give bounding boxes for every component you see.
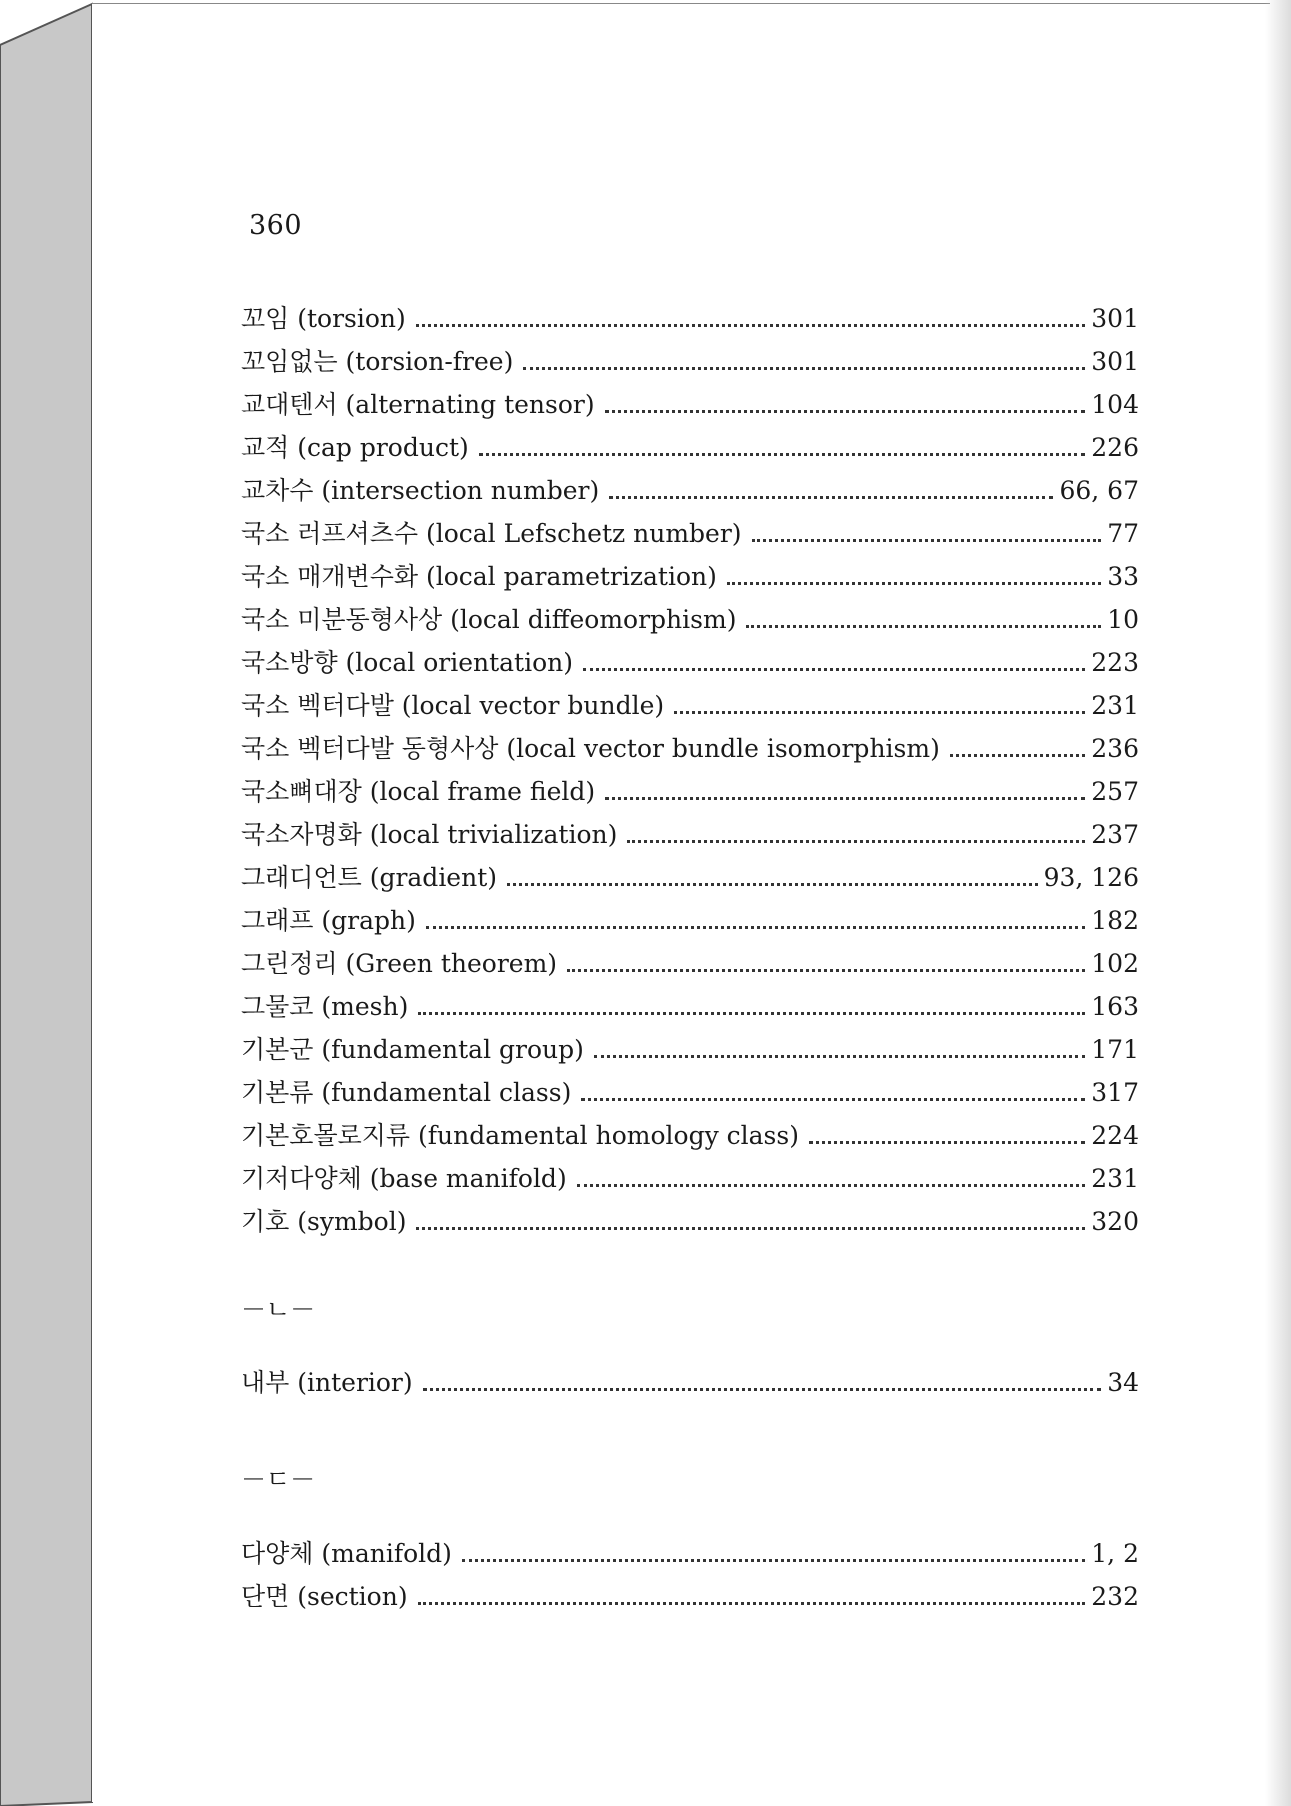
index-term: 국소 매개변수화 (local parametrization) xyxy=(241,562,717,591)
dot-leader xyxy=(674,683,1085,714)
index-list-g xyxy=(241,296,1139,1242)
index-pages: 33 xyxy=(1107,562,1139,591)
index-term: 꼬임없는 (torsion-free) xyxy=(241,347,514,376)
index-pages: 77 xyxy=(1107,519,1139,548)
index-pages: 231 xyxy=(1091,1164,1139,1193)
index-entry xyxy=(241,812,1139,855)
index-entry xyxy=(241,425,1139,468)
index-pages: 66, 67 xyxy=(1059,476,1139,505)
index-pages: 237 xyxy=(1091,820,1139,849)
index-entry xyxy=(241,296,1139,339)
index-entry xyxy=(241,1199,1139,1242)
index-pages: 102 xyxy=(1091,949,1139,978)
index-term: 교적 (cap product) xyxy=(241,433,469,462)
index-pages: 257 xyxy=(1091,777,1139,806)
index-term: 국소방향 (local orientation) xyxy=(241,648,573,677)
dot-leader xyxy=(462,1531,1085,1562)
index-list-n xyxy=(241,1360,1139,1403)
index-entry xyxy=(241,1113,1139,1156)
dot-leader xyxy=(416,1199,1085,1230)
index-entry xyxy=(241,339,1139,382)
index-pages: 236 xyxy=(1091,734,1139,763)
index-pages: 10 xyxy=(1107,605,1139,634)
index-entry xyxy=(241,984,1139,1027)
index-entry xyxy=(241,1070,1139,1113)
index-pages: 93, 126 xyxy=(1043,863,1139,892)
index-term: 그물코 (mesh) xyxy=(241,992,409,1021)
index-entry xyxy=(241,511,1139,554)
dot-leader xyxy=(577,1156,1086,1187)
index-term: 기저다양체 (base manifold) xyxy=(241,1164,567,1193)
index-pages: 232 xyxy=(1091,1582,1139,1611)
index-term: 기본군 (fundamental group) xyxy=(241,1035,584,1064)
index-term: 기본류 (fundamental class) xyxy=(241,1078,572,1107)
index-entry xyxy=(241,1574,1139,1617)
index-entry xyxy=(241,640,1139,683)
index-term: 다양체 (manifold) xyxy=(241,1539,452,1568)
dot-leader xyxy=(523,339,1085,370)
index-term: 내부 (interior) xyxy=(241,1368,413,1397)
dot-leader xyxy=(507,855,1038,886)
dot-leader xyxy=(479,425,1086,456)
index-term: 그래프 (graph) xyxy=(241,906,416,935)
index-entry xyxy=(241,554,1139,597)
dot-leader xyxy=(727,554,1101,585)
index-entry xyxy=(241,382,1139,425)
index-pages: 171 xyxy=(1091,1035,1139,1064)
index-entry xyxy=(241,468,1139,511)
index-term: 꼬임 (torsion) xyxy=(241,304,406,333)
index-entry xyxy=(241,726,1139,769)
index-entry xyxy=(241,855,1139,898)
index-pages: 182 xyxy=(1091,906,1139,935)
dot-leader xyxy=(950,726,1085,757)
index-term: 그래디언트 (gradient) xyxy=(241,863,498,892)
dot-leader xyxy=(426,898,1085,929)
index-list-d xyxy=(241,1531,1139,1617)
index-term: 기본호몰로지류 (fundamental homology class) xyxy=(241,1121,799,1150)
index-entry xyxy=(241,941,1139,984)
index-entry xyxy=(241,898,1139,941)
index-entry xyxy=(241,683,1139,726)
dot-leader xyxy=(594,1027,1085,1058)
dot-leader xyxy=(809,1113,1085,1144)
index-pages: 301 xyxy=(1091,304,1139,333)
index-term: 국소 벡터다발 (local vector bundle) xyxy=(241,691,665,720)
index-pages: 223 xyxy=(1091,648,1139,677)
dot-leader xyxy=(605,382,1086,413)
index-term: 기호 (symbol) xyxy=(241,1207,407,1236)
index-pages: 224 xyxy=(1091,1121,1139,1150)
index-term: 단면 (section) xyxy=(241,1582,408,1611)
dot-leader xyxy=(581,1070,1085,1101)
index-pages: 1, 2 xyxy=(1091,1539,1139,1568)
index-term: 국소 벡터다발 동형사상 (local vector bundle isomorphism) xyxy=(241,734,940,763)
index-entry xyxy=(241,1027,1139,1070)
index-entry xyxy=(241,1156,1139,1199)
index-entry xyxy=(241,769,1139,812)
index-entry xyxy=(241,597,1139,640)
index-entry xyxy=(241,1531,1139,1574)
page-edge-shadow xyxy=(1265,0,1291,1806)
index-pages: 301 xyxy=(1091,347,1139,376)
dot-leader xyxy=(416,296,1086,327)
index-pages: 320 xyxy=(1091,1207,1139,1236)
index-entry xyxy=(241,1360,1139,1403)
index-pages: 231 xyxy=(1091,691,1139,720)
dot-leader xyxy=(423,1360,1102,1391)
dot-leader xyxy=(752,511,1102,542)
index-term: 국소뼈대장 (local frame field) xyxy=(241,777,596,806)
dot-leader xyxy=(583,640,1085,671)
section-heading-n: －ㄴ－ xyxy=(241,1295,316,1324)
dot-leader xyxy=(609,468,1053,499)
index-term: 그린정리 (Green theorem) xyxy=(241,949,558,978)
index-term: 국소자명화 (local trivialization) xyxy=(241,820,618,849)
dot-leader xyxy=(605,769,1085,800)
page-number: 360 xyxy=(249,210,303,241)
index-term: 교대텐서 (alternating tensor) xyxy=(241,390,595,419)
dot-leader xyxy=(567,941,1085,972)
index-pages: 226 xyxy=(1091,433,1139,462)
index-term: 교차수 (intersection number) xyxy=(241,476,600,505)
index-pages: 317 xyxy=(1091,1078,1139,1107)
dot-leader xyxy=(418,984,1085,1015)
index-pages: 163 xyxy=(1091,992,1139,1021)
dot-leader xyxy=(746,597,1101,628)
index-pages: 34 xyxy=(1107,1368,1139,1397)
dot-leader xyxy=(418,1574,1086,1605)
index-pages: 104 xyxy=(1091,390,1139,419)
index-term: 국소 미분동형사상 (local diffeomorphism) xyxy=(241,605,737,634)
dot-leader xyxy=(627,812,1085,843)
section-heading-d: －ㄷ－ xyxy=(241,1465,316,1494)
index-term: 국소 러프셔츠수 (local Lefschetz number) xyxy=(241,519,742,548)
